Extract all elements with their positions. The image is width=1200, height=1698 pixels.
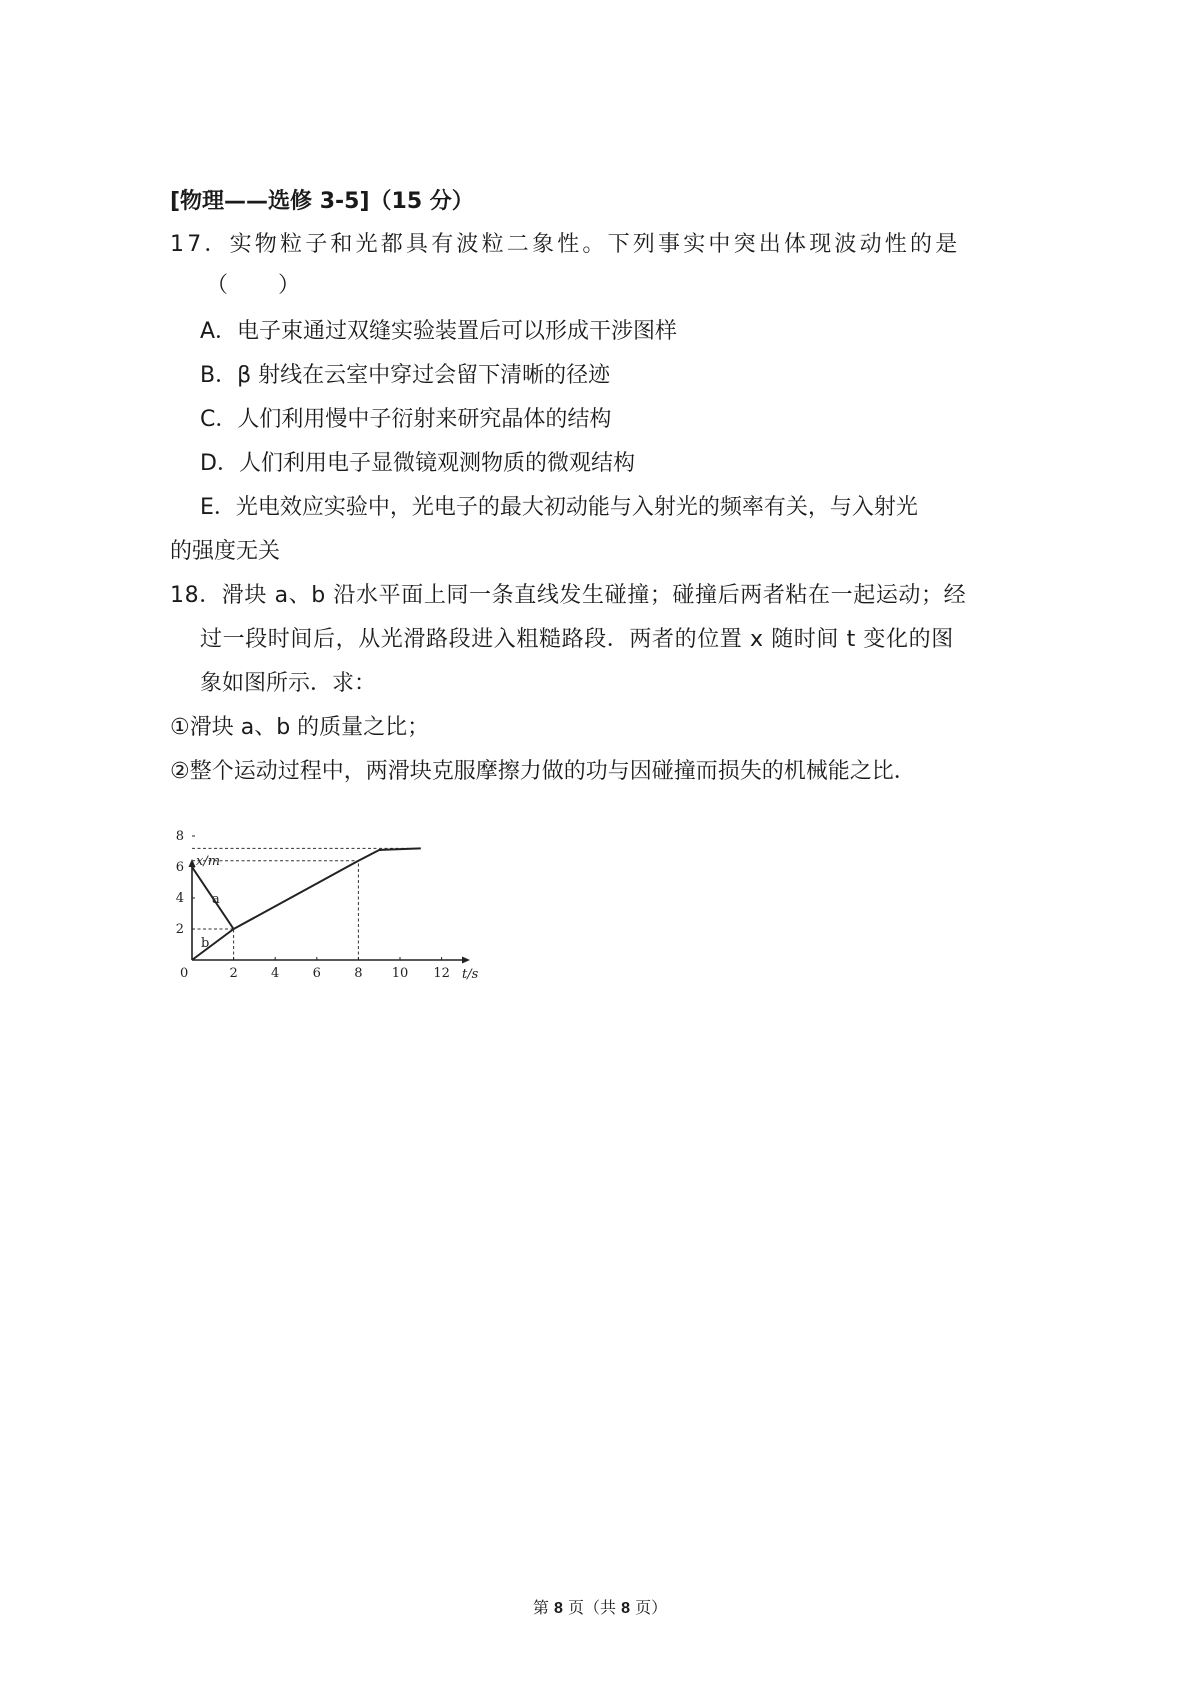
q17-option-d: D．人们利用电子显微镜观测物质的微观结构 (200, 451, 635, 476)
series-line-b (192, 929, 234, 960)
x-tick-label: 6 (312, 966, 321, 981)
footer-prefix: 第 (532, 1598, 554, 1617)
x-tick-label: 10 (391, 966, 409, 981)
q18-stem-line1: 18．滑块 a、b 沿水平面上同一条直线发生碰撞；碰撞后两者粘在一起运动；经 (170, 583, 967, 608)
q18-stem-line2: 过一段时间后，从光滑路段进入粗糙路段．两者的位置 x 随时间 t 变化的图 (200, 627, 954, 652)
series-label-a: a (212, 892, 220, 907)
q17-option-b: B．β 射线在云室中穿过会留下清晰的径迹 (200, 363, 611, 388)
q17-stem: 17．实物粒子和光都具有波粒二象性。下列事实中突出体现波动性的是 (170, 232, 961, 257)
x-tick-label: 8 (354, 966, 363, 981)
series-line-merged-2 (234, 848, 421, 929)
q17-option-c: C．人们利用慢中子衍射来研究晶体的结构 (200, 407, 612, 432)
y-axis-label: x/m (196, 854, 221, 869)
page-footer (0, 1595, 1200, 1618)
footer-total-pages: 8 (621, 1600, 630, 1617)
x-tick-label: 2 (229, 966, 238, 981)
series-label-b: b (201, 936, 210, 951)
x-tick-label: 0 (180, 966, 189, 981)
q18-subquestion-2: ②整个运动过程中，两滑块克服摩擦力做的功与因碰撞而损失的机械能之比． (170, 759, 916, 784)
graph-axes (189, 859, 471, 964)
y-tick-label: 8 (175, 829, 184, 844)
y-tick-label: 6 (175, 860, 184, 875)
q17-option-e: E．光电效应实验中，光电子的最大初动能与入射光的频率有关，与入射光 (200, 495, 918, 520)
q17-option-e-continued: 的强度无关 (170, 539, 281, 564)
q17-option-a: A．电子束通过双缝实验装置后可以形成干涉图样 (200, 319, 678, 344)
q18-subquestion-1: ①滑块 a、b 的质量之比； (170, 715, 430, 740)
x-axis-arrow (462, 957, 470, 964)
y-tick-label: 4 (175, 891, 184, 906)
x-tick-label: 4 (271, 966, 280, 981)
y-axis-arrow (189, 859, 196, 867)
q17-answer-blank: （ ） (206, 273, 303, 298)
y-tick-label: 2 (175, 922, 184, 937)
x-axis-label: t/s (462, 967, 479, 982)
section-heading: [物理——选修 3-5]（15 分） (170, 189, 474, 214)
q18-stem-line3: 象如图所示．求： (200, 671, 377, 696)
position-time-graph (175, 829, 500, 987)
footer-middle: 页（共 (562, 1598, 622, 1617)
x-tick-label: 12 (433, 966, 450, 981)
footer-suffix: 页） (630, 1598, 668, 1617)
footer-page-number: 8 (554, 1600, 563, 1617)
